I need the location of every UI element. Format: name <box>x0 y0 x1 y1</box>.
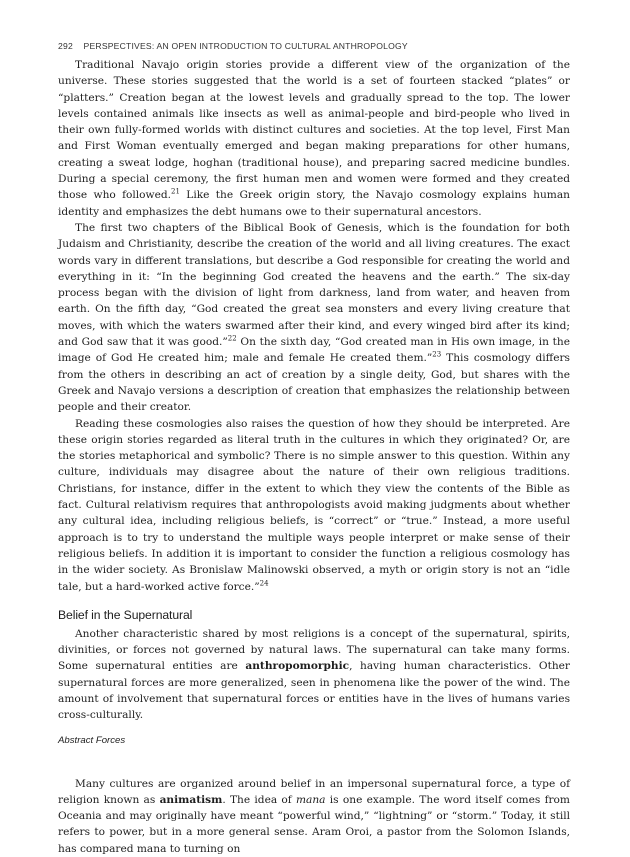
page-body <box>58 57 570 857</box>
page-number: 292 <box>58 41 73 51</box>
paragraph-abstract-forces: Many cultures are organized around belief in an impersonal supernatural force, a type of religion known as animatism. The idea of mana is one example. The word itself comes from Oceania and may originally have meant “powerful wind,” “lightning” or “storm.” Today, it still refers to power, but in a more general sense. Aram Oroi, a pastor from the Solomon Islands, has compared mana to turning on <box>58 777 570 855</box>
key-term: anthropomorphic <box>245 660 350 673</box>
paragraph-genesis: The first two chapters of the Biblical Book of Genesis, which is the foundation for both Judaism and Christianity, describe the creation of the world and all living creatures. The exact words vary in different translations, but describe a God responsible for creating the world and everything in it: “In the beginning God created the heavens and the earth.” The six-day process began with the division of light from darkness, land from water, and heaven from earth. On the fifth day, “God created the great sea monsters and every living creature that moves, with which the waters swarmed after their kind, and every winged bird after its kind; and God saw that it was good.”$^{22}$ On the sixth day, “God created man in His own image, in the image of God He created him; male and female He created them.”$^{23}$ This cosmology differs from the others in describing an act of creation by a single deity, God, but shares with the Greek and Navajo versions a description of creation that emphasizes the relationship between people and their creator. <box>58 221 570 414</box>
paragraph-interpretation: Reading these cosmologies also raises the question of how they should be interpreted. Are these origin stories regarded as literal truth in the cultures in which they originated? Or, are the stories metaphorical and symbolic? There is no simple answer to this question. Within any culture, individuals may disagree about the nature of their own religious traditions. Christians, for instance, differ in the extent to which they view the contents of the Bible as fact. Cultural relativism requires that anthropologists avoid making judgments about whether any cultural idea, including religious beliefs, is “correct” or “true.” Instead, a more useful approach is to try to understand the multiple ways people interpret or make sense of their religious beliefs. In addition it is important to consider the function a religious cosmology has in the wider society. As Bronislaw Malinowski observed, a myth or origin story is not an “idle tale, but a hard-worked active force.”$^{24}$ <box>58 417 570 593</box>
spacer <box>58 746 570 776</box>
footnote-ref[interactable]: 22 <box>227 334 237 343</box>
paragraph-navajo: Traditional Navajo origin stories provide a different view of the organization of the universe. These stories suggested that the world is a set of fourteen stacked “plates” or “platters.” Creation began at the lowest levels and gradually spread to the top. The lower levels contained animals like insects as well as animal-people and bird-people who lived in their own fully-formed worlds with distinct cultures and societies. At the top level, First Man and First Woman eventually emerged and began making preparations for other humans, creating a sweat lodge, hoghan (traditional house), and preparing sacred medicine bundles. During a special ceremony, the first human men and women were formed and they created those who followed.$^{21}$ Like the Greek origin story, the Navajo cosmology explains human identity and emphasizes the debt humans owe to their supernatural ancestors. <box>58 59 570 218</box>
footnote-ref[interactable]: 23 <box>432 350 442 359</box>
section-heading: Belief in the Supernatural <box>58 607 193 622</box>
running-title: PERSPECTIVES: AN OPEN INTRODUCTION TO CULTURAL ANTHROPOLOGY <box>83 41 408 51</box>
subsection-heading: Abstract Forces <box>58 734 126 746</box>
footnote-ref[interactable]: 24 <box>259 578 269 587</box>
footnote-ref[interactable]: 21 <box>171 187 180 196</box>
paragraph-supernatural: Another characteristic shared by most religions is a concept of the supernatural, spirits, divinities, or forces not governed by natural laws. The supernatural can take many forms. Some supernatural entities are anthropomorphic, having human characteristics. Other supernatural forces are more generalized, seen in phenomena like the power of the wind. The amount of involvement that supernatural forces or entities have in the lives of humans varies cross-culturally. <box>58 627 570 722</box>
key-term: animatism <box>159 793 223 806</box>
running-header <box>58 41 578 51</box>
italic-term: mana <box>296 793 326 806</box>
